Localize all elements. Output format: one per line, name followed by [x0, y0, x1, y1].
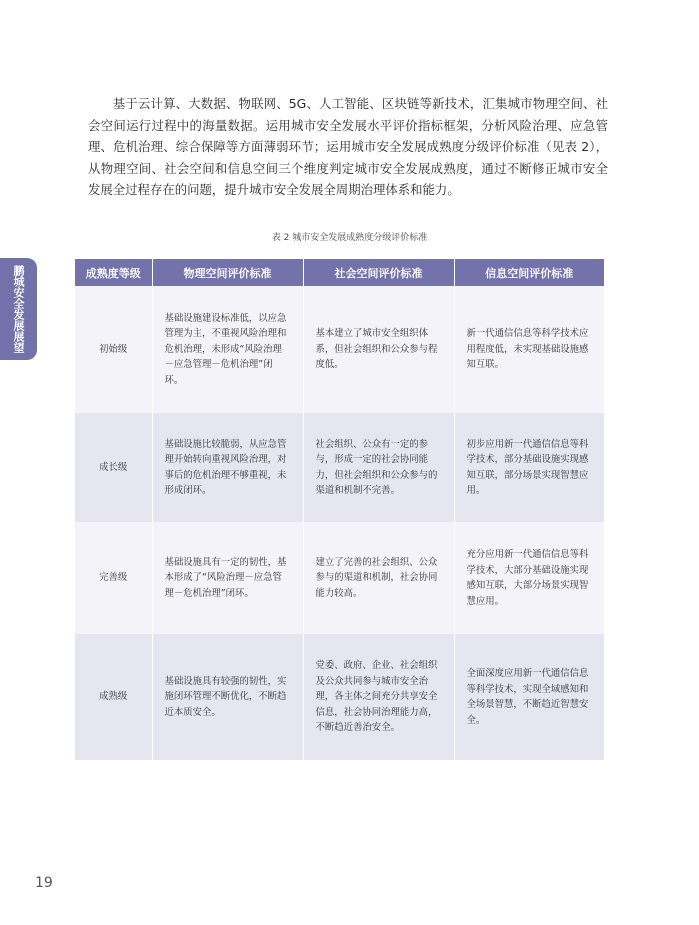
table-row	[75, 634, 604, 760]
table-row	[75, 522, 604, 634]
social-criteria-cell: 基本建立了城市安全组织体系，但社会组织和公众参与程度低。	[303, 286, 454, 413]
info-criteria-cell: 充分应用新一代通信信息等科学技术，大部分基础设施实现感知互联，大部分场景实现智慧应用。	[454, 522, 604, 634]
maturity-level-cell: 初始级	[75, 286, 152, 413]
header-physical-space: 物理空间评价标准	[152, 259, 303, 286]
table-caption: 表 2 城市安全发展成熟度分级评价标准	[271, 233, 428, 243]
header-social-space: 社会空间评价标准	[303, 259, 454, 286]
header-maturity-level: 成熟度等级	[75, 259, 152, 286]
page-number: 19	[35, 875, 53, 891]
info-criteria-cell: 全面深度应用新一代通信信息等科学技术，实现全域感知和全场景智慧，不断趋近智慧安全。	[454, 634, 604, 760]
social-criteria-cell: 党委、政府、企业、社会组织及公众共同参与城市安全治理，各主体之间充分共享安全信息，社会协同治理能力高，不断趋近善治安全。	[303, 634, 454, 760]
intro-paragraph: 基于云计算、大数据、物联网、5G、人工智能、区块链等新技术，汇集城市物理空间、社会空间运行过程中的海量数据。运用城市安全发展水平评价指标框架，分析风险治理、应急管理、危机治理、综合保障等方面薄弱环节；运用城市安全发展成熟度分级评价标准（见表 2），从物理空间、社会空间和信息空间三个维度判定城市安全发展成熟度，通过不断修正城市安全发展全过程存在的问题，提升城市安全发展全周期治理体系和能力。	[88, 96, 608, 197]
maturity-level-cell: 成熟级	[75, 634, 152, 760]
physical-criteria-cell: 基础设施比较脆弱，从应急管理开始转向重视风险治理，对事后的危机治理不够重视，未形成闭环。	[152, 413, 303, 522]
social-criteria-cell: 社会组织、公众有一定的参与，形成一定的社会协同能力，但社会组织和公众参与的渠道和机制不完善。	[303, 413, 454, 522]
section-side-tab	[0, 258, 37, 360]
physical-criteria-cell: 基础设施具有一定的韧性，基本形成了“风险治理－应急管理－危机治理”闭环。	[152, 522, 303, 634]
physical-criteria-cell: 基础设施具有较强的韧性，实施闭环管理不断优化，不断趋近本质安全。	[152, 634, 303, 760]
social-criteria-cell: 建立了完善的社会组织、公众参与的渠道和机制，社会协同能力较高。	[303, 522, 454, 634]
info-criteria-cell: 新一代通信信息等科学技术应用程度低，未实现基础设施感知互联。	[454, 286, 604, 413]
table-header-row	[75, 259, 604, 286]
header-information-space: 信息空间评价标准	[454, 259, 604, 286]
maturity-level-cell: 成长级	[75, 413, 152, 522]
maturity-evaluation-table	[75, 259, 604, 760]
maturity-level-cell: 完善级	[75, 522, 152, 634]
info-criteria-cell: 初步应用新一代通信信息等科学技术，部分基础设施实现感知互联，部分场景实现智慧应用。	[454, 413, 604, 522]
physical-criteria-cell: 基础设施建设标准低，以应急管理为主，不重视风险治理和危机治理，未形成“风险治理－应急管理－危机治理”闭环。	[152, 286, 303, 413]
table-row	[75, 413, 604, 522]
table-row	[75, 286, 604, 413]
section-side-tab-label: 鹏城安全发展展望	[12, 265, 25, 353]
